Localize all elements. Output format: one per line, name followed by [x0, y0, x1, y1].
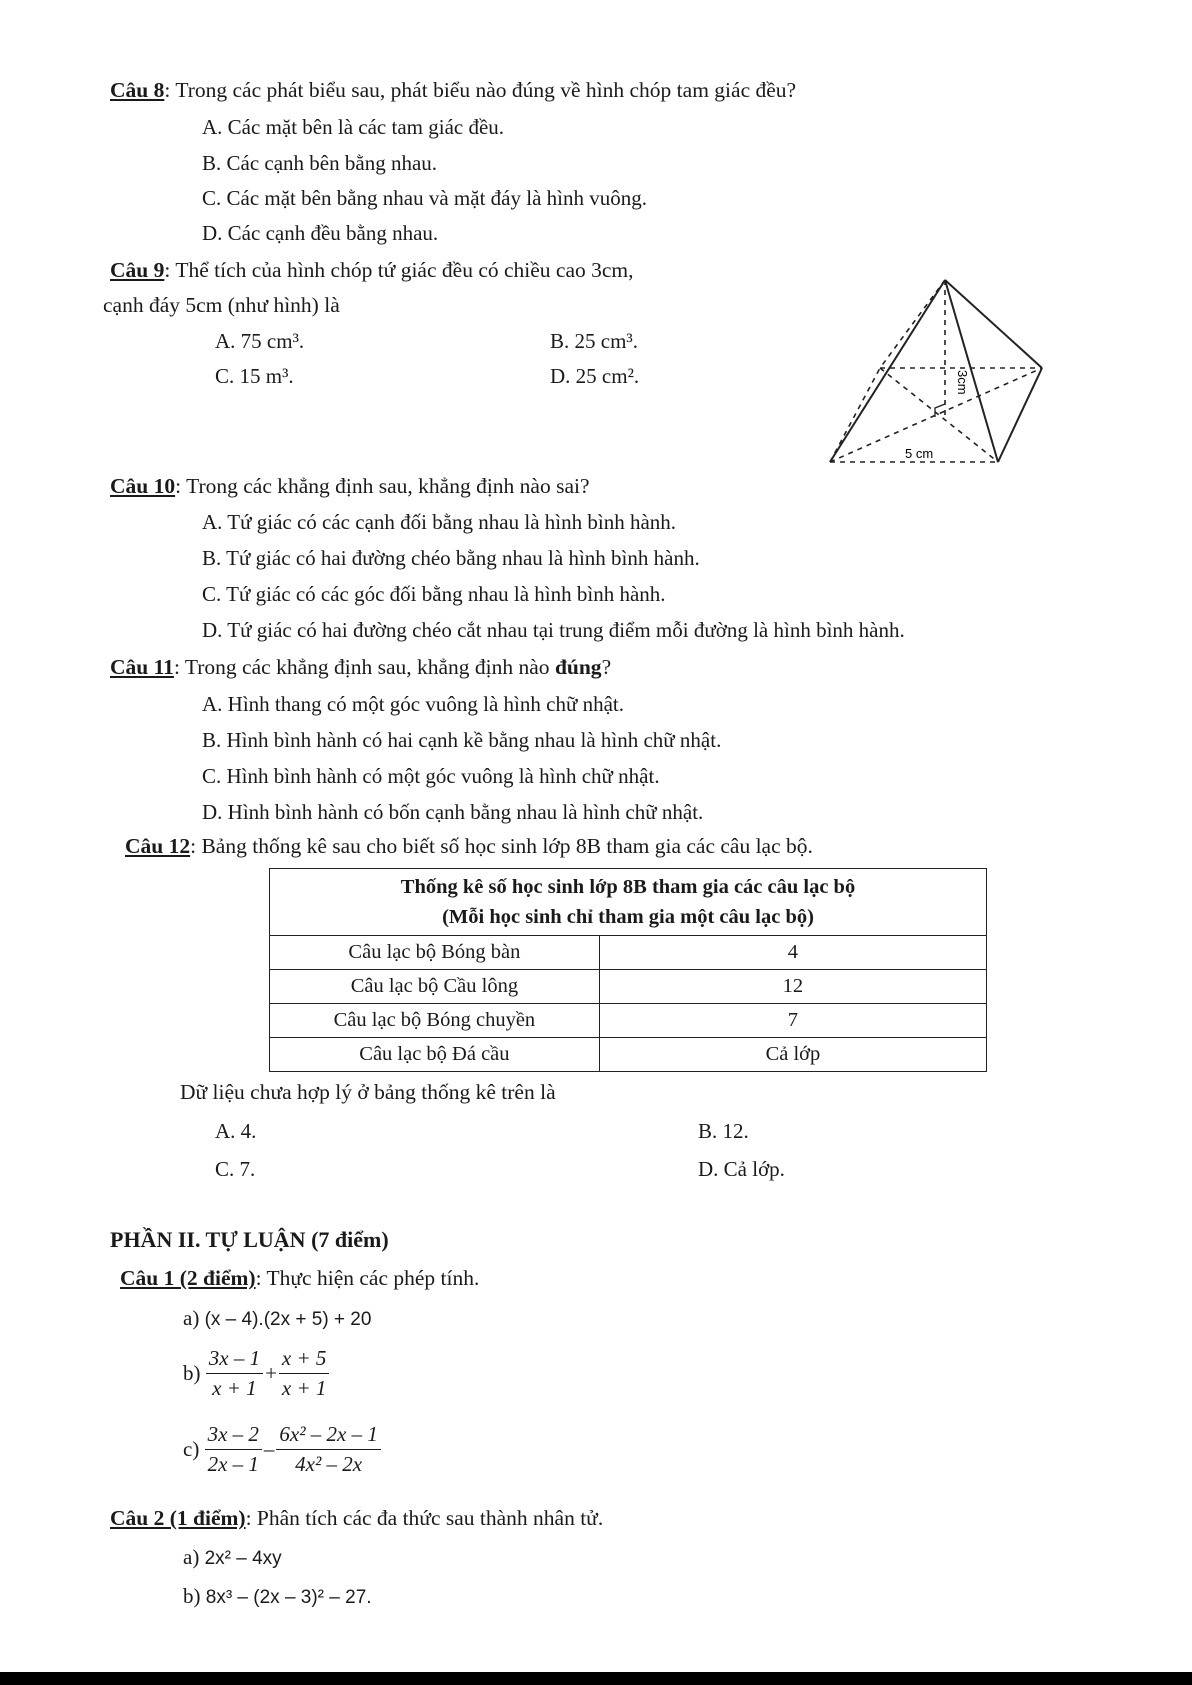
- question-10-option-d: D. Tứ giác có hai đường chéo cắt nhau tại trung điểm mỗi đường là hình bình hành.: [202, 618, 905, 642]
- table-subtitle: (Mỗi học sinh chỉ tham gia một câu lạc bộ): [442, 906, 814, 928]
- pyramid-edge-front-left: [830, 280, 945, 462]
- table-header-row: [270, 869, 987, 936]
- fraction-2: [276, 1422, 380, 1477]
- table-header: [270, 869, 987, 936]
- question-9-label: Câu 9: [110, 258, 165, 282]
- question-11-option-a: A. Hình thang có một góc vuông là hình chữ nhật.: [202, 692, 624, 716]
- essay-2a: [183, 1545, 282, 1570]
- fraction-2: [279, 1346, 330, 1401]
- pyramid-diagonal-2: [880, 368, 998, 462]
- question-12-prompt: Dữ liệu chưa hợp lý ở bảng thống kê trên là: [180, 1080, 556, 1104]
- table-cell-club: Câu lạc bộ Bóng chuyền: [270, 1004, 600, 1038]
- question-8-option-c: C. Các mặt bên bằng nhau và mặt đáy là hình vuông.: [202, 186, 647, 210]
- table-cell-value: 7: [599, 1004, 986, 1038]
- question-12-option-d: D. Cả lớp.: [698, 1157, 785, 1181]
- operator: +: [265, 1361, 277, 1385]
- right-angle-mark: [935, 404, 945, 417]
- question-11-option-b: B. Hình bình hành có hai cạnh kề bằng nhau là hình chữ nhật.: [202, 728, 722, 752]
- scan-bottom-edge: [0, 1672, 1192, 1685]
- fraction-denominator: x + 1: [281, 1376, 327, 1400]
- essay-1a-label: a): [183, 1306, 200, 1330]
- essay-2a-label: a): [183, 1545, 200, 1569]
- table-cell-club: Câu lạc bộ Đá cầu: [270, 1038, 600, 1072]
- essay-question-2-text: : Phân tích các đa thức sau thành nhân tử.: [245, 1506, 604, 1530]
- table-row: [270, 936, 987, 970]
- question-9-option-d: D. 25 cm².: [550, 364, 640, 388]
- essay-question-1: [120, 1266, 479, 1291]
- essay-question-2-label: Câu 2 (1 điểm): [110, 1506, 246, 1530]
- table-row: [270, 1038, 987, 1072]
- table-cell-value: Cả lớp: [599, 1038, 986, 1072]
- table-row: [270, 1004, 987, 1038]
- fraction-denominator: x + 1: [212, 1376, 257, 1400]
- question-9: [110, 258, 634, 283]
- question-11-option-d: D. Hình bình hành có bốn cạnh bằng nhau là hình chữ nhật.: [202, 800, 704, 824]
- question-8-option-a: A. Các mặt bên là các tam giác đều.: [202, 115, 505, 139]
- table-cell-club: Câu lạc bộ Cầu lông: [270, 970, 600, 1004]
- table-cell-value: 4: [599, 936, 986, 970]
- question-9-option-a: A. 75 cm³.: [215, 329, 305, 353]
- table-title: Thống kê số học sinh lớp 8B tham gia các câu lạc bộ: [400, 876, 856, 898]
- fraction-numerator: 3x – 2: [205, 1422, 262, 1450]
- question-11-option-c: C. Hình bình hành có một góc vuông là hình chữ nhật.: [202, 764, 660, 788]
- essay-2a-expression: 2x² – 4xy: [204, 1548, 282, 1569]
- fraction-numerator: x + 5: [279, 1346, 330, 1374]
- statistics-table: [269, 868, 987, 1072]
- pyramid-base-right: [998, 368, 1042, 462]
- essay-1c-label: c): [183, 1437, 200, 1461]
- essay-1b-label: b): [183, 1361, 201, 1385]
- pyramid-edge-back-left: [880, 280, 945, 368]
- fraction-denominator: 2x – 1: [207, 1452, 259, 1476]
- part-2-heading: PHẦN II. TỰ LUẬN (7 điểm): [110, 1227, 389, 1252]
- question-12-option-b: B. 12.: [698, 1119, 749, 1143]
- question-9-option-c: C. 15 m³.: [215, 364, 294, 388]
- table-row: [270, 970, 987, 1004]
- question-9-text-line2: cạnh đáy 5cm (như hình) là: [103, 293, 340, 317]
- table-cell-club: Câu lạc bộ Bóng bàn: [270, 936, 600, 970]
- question-11: [110, 655, 611, 680]
- question-10-option-c: C. Tứ giác có các góc đối bằng nhau là hình bình hành.: [202, 582, 666, 606]
- question-12-text: : Bảng thống kê sau cho biết số học sinh lớp 8B tham gia các câu lạc bộ.: [190, 834, 813, 858]
- fraction-denominator: 4x² – 2x: [295, 1452, 363, 1476]
- height-label: 3cm: [955, 370, 970, 395]
- question-11-text-end: ?: [601, 655, 612, 679]
- pyramid-edge-front-right: [945, 280, 998, 462]
- essay-1b: [183, 1346, 329, 1401]
- essay-question-1-text: : Thực hiện các phép tính.: [255, 1266, 480, 1290]
- question-10: [110, 474, 590, 499]
- question-9-text: : Thể tích của hình chóp tứ giác đều có chiều cao 3cm,: [164, 258, 634, 282]
- pyramid-diagonal-1: [830, 368, 1042, 462]
- essay-1c: [183, 1422, 381, 1477]
- question-8-label: Câu 8: [110, 78, 165, 102]
- question-8-option-b: B. Các cạnh bên bằng nhau.: [202, 151, 438, 175]
- essay-2b: [183, 1584, 372, 1609]
- essay-1a: [183, 1306, 371, 1331]
- table-cell-value: 12: [599, 970, 986, 1004]
- essay-2b-expression: 8x³ – (2x – 3)² – 27.: [205, 1587, 372, 1608]
- pyramid-edge-back-right: [945, 280, 1042, 368]
- pyramid-base-left: [830, 368, 880, 462]
- question-10-text: : Trong các khẳng định sau, khẳng định nào sai?: [175, 474, 590, 498]
- base-label: 5 cm: [905, 446, 934, 461]
- question-11-label: Câu 11: [110, 655, 174, 679]
- question-11-text-bold: đúng: [554, 655, 602, 679]
- question-9-option-b: B. 25 cm³.: [550, 329, 638, 353]
- question-11-text: : Trong các khẳng định sau, khẳng định nào: [173, 655, 555, 679]
- essay-2b-label: b): [183, 1584, 201, 1608]
- question-8-text: : Trong các phát biểu sau, phát biểu nào đúng về hình chóp tam giác đều?: [164, 78, 797, 102]
- question-10-option-b: B. Tứ giác có hai đường chéo bằng nhau là hình bình hành.: [202, 546, 700, 570]
- question-12-option-c: C. 7.: [215, 1157, 256, 1181]
- fraction-1: [205, 1422, 262, 1477]
- essay-question-2: [110, 1506, 603, 1531]
- question-8-option-d: D. Các cạnh đều bằng nhau.: [202, 221, 439, 245]
- question-8: [110, 78, 796, 103]
- question-12: [125, 834, 813, 859]
- pyramid-figure: [820, 272, 1050, 472]
- essay-question-1-label: Câu 1 (2 điểm): [120, 1266, 256, 1290]
- question-10-option-a: A. Tứ giác có các cạnh đối bằng nhau là hình bình hành.: [202, 510, 677, 534]
- essay-1a-expression: (x – 4).(2x + 5) + 20: [204, 1309, 372, 1330]
- operator: –: [263, 1437, 275, 1461]
- fraction-1: [206, 1346, 263, 1401]
- fraction-numerator: 6x² – 2x – 1: [276, 1422, 380, 1450]
- question-10-label: Câu 10: [110, 474, 176, 498]
- question-12-option-a: A. 4.: [215, 1119, 257, 1143]
- question-12-label: Câu 12: [125, 834, 191, 858]
- fraction-numerator: 3x – 1: [206, 1346, 263, 1374]
